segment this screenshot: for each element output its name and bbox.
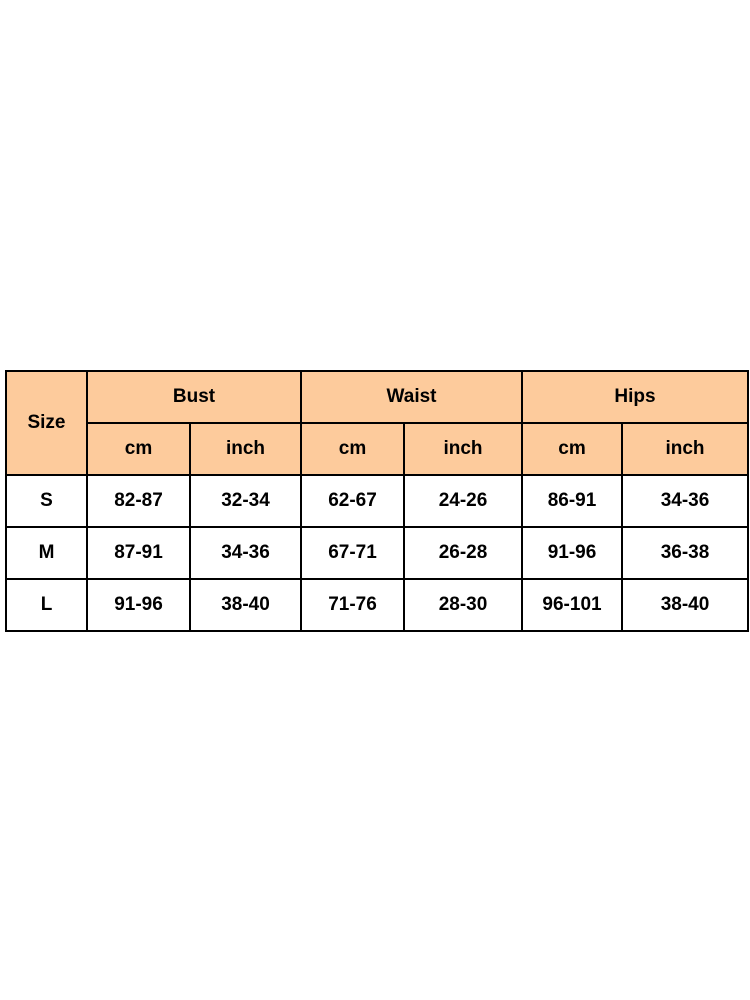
header-row-groups bbox=[6, 371, 748, 423]
table-cell: 28-30 bbox=[404, 579, 522, 631]
table-cell: 96-101 bbox=[522, 579, 622, 631]
table-cell: 86-91 bbox=[522, 475, 622, 527]
unit-header: inch bbox=[190, 423, 301, 475]
size-cell: L bbox=[6, 579, 87, 631]
unit-header: cm bbox=[87, 423, 190, 475]
table-cell: 26-28 bbox=[404, 527, 522, 579]
size-cell: S bbox=[6, 475, 87, 527]
table-cell: 62-67 bbox=[301, 475, 404, 527]
table-cell: 38-40 bbox=[190, 579, 301, 631]
table-row bbox=[6, 579, 748, 631]
size-chart-table bbox=[5, 370, 749, 632]
table-row bbox=[6, 475, 748, 527]
unit-header: cm bbox=[301, 423, 404, 475]
table-cell: 82-87 bbox=[87, 475, 190, 527]
table-cell: 32-34 bbox=[190, 475, 301, 527]
size-cell: M bbox=[6, 527, 87, 579]
table-cell: 34-36 bbox=[622, 475, 748, 527]
table-cell: 24-26 bbox=[404, 475, 522, 527]
group-header-hips: Hips bbox=[522, 371, 748, 423]
unit-header: cm bbox=[522, 423, 622, 475]
table-cell: 34-36 bbox=[190, 527, 301, 579]
header-row-units bbox=[6, 423, 748, 475]
table-cell: 91-96 bbox=[87, 579, 190, 631]
table-cell: 87-91 bbox=[87, 527, 190, 579]
table-row bbox=[6, 527, 748, 579]
group-header-bust: Bust bbox=[87, 371, 301, 423]
unit-header: inch bbox=[622, 423, 748, 475]
group-header-waist: Waist bbox=[301, 371, 522, 423]
table-cell: 91-96 bbox=[522, 527, 622, 579]
size-column-header: Size bbox=[6, 371, 87, 475]
unit-header: inch bbox=[404, 423, 522, 475]
table-cell: 38-40 bbox=[622, 579, 748, 631]
table-cell: 71-76 bbox=[301, 579, 404, 631]
table-cell: 36-38 bbox=[622, 527, 748, 579]
table-cell: 67-71 bbox=[301, 527, 404, 579]
